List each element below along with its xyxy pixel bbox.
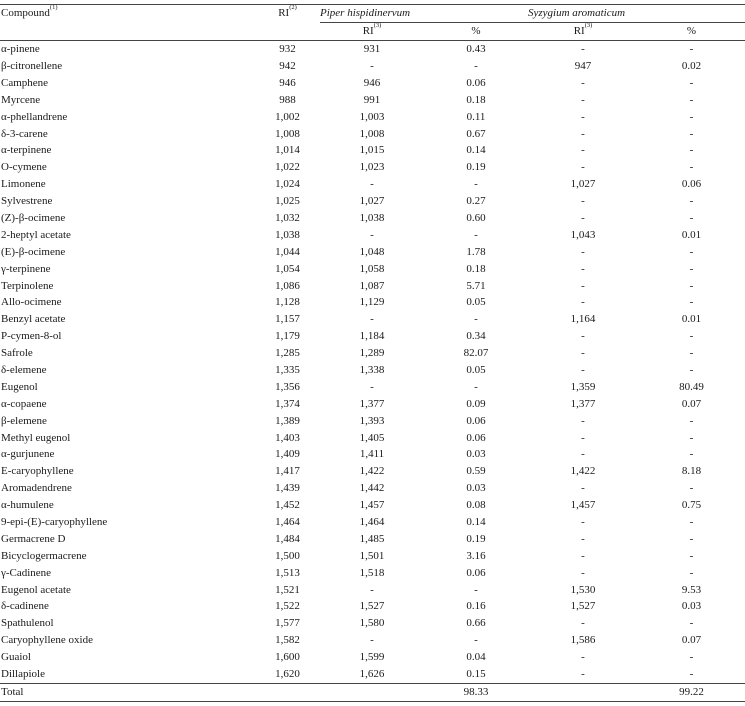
cell-sa-pct: - <box>689 347 694 360</box>
table-row <box>0 666 745 683</box>
cell-ph-pct: 0.06 <box>466 431 486 444</box>
cell-ph-pct: 0.59 <box>466 465 486 478</box>
cell-ri: 1,022 <box>275 161 300 174</box>
cell-ph-pct: 0.06 <box>466 566 486 579</box>
table-row <box>0 396 745 413</box>
cell-ri: 1,335 <box>275 363 300 376</box>
cell-compound: δ-elemene <box>1 363 47 376</box>
cell-ri: 1,389 <box>275 414 300 427</box>
cell-sa-pct: - <box>689 549 694 562</box>
table-row <box>0 41 745 58</box>
cell-ph-ri: 1,015 <box>359 144 385 157</box>
compounds-table <box>0 4 745 702</box>
cell-ph-pct: 0.18 <box>466 93 486 106</box>
table-row <box>0 193 745 210</box>
cell-ph-pct: 0.19 <box>466 532 486 545</box>
cell-compound: P-cymen-8-ol <box>1 330 62 343</box>
cell-sa-ri: - <box>581 431 585 444</box>
cell-compound: Terpinolene <box>1 279 54 292</box>
cell-ri: 1,500 <box>275 549 300 562</box>
cell-sa-pct: 0.01 <box>681 313 702 326</box>
cell-sa-ri: - <box>581 549 585 562</box>
cell-sa-ri: 1,527 <box>570 600 596 613</box>
cell-ph-pct: - <box>474 634 478 647</box>
table-row <box>0 75 745 92</box>
cell-ph-pct: 0.05 <box>466 296 486 309</box>
cell-sa-pct: - <box>689 515 694 528</box>
cell-sa-ri: - <box>581 144 585 157</box>
cell-ph-ri: 1,626 <box>359 668 385 680</box>
cell-sa-pct: - <box>689 651 694 664</box>
cell-sa-pct: - <box>689 617 694 630</box>
cell-ri: 1,403 <box>275 431 300 444</box>
cell-ph-pct: 0.43 <box>466 43 486 56</box>
cell-ri: 988 <box>279 93 296 106</box>
cell-ph-ri: 1,599 <box>359 651 385 664</box>
cell-sa-ri: 1,586 <box>570 634 596 647</box>
cell-ph-pct: 0.66 <box>466 617 486 630</box>
cell-sa-ri: 1,027 <box>570 178 596 191</box>
cell-sa-pct: - <box>689 414 694 427</box>
cell-ph-pct: 0.18 <box>466 262 486 275</box>
cell-ph-pct: 0.19 <box>466 161 486 174</box>
cell-ph-ri: 1,058 <box>359 262 385 275</box>
cell-ri: 1,484 <box>275 532 300 545</box>
cell-compound: γ-Cadinene <box>1 566 52 579</box>
cell-ri: 1,008 <box>275 127 300 140</box>
cell-sa-ri: - <box>581 245 585 258</box>
cell-ph-ri: 1,464 <box>359 515 385 528</box>
cell-sa-pct: - <box>689 482 694 495</box>
cell-compound: Aromadendrene <box>1 482 72 495</box>
cell-ph-pct: 0.03 <box>466 482 486 495</box>
cell-sa-pct: - <box>689 532 694 545</box>
cell-ri: 1,521 <box>275 583 300 596</box>
cell-ph-ri: 1,411 <box>359 448 385 461</box>
cell-sa-ri: - <box>581 195 585 208</box>
cell-ph-pct: 0.27 <box>466 195 486 208</box>
cell-sa-ri: - <box>581 566 585 579</box>
cell-ph-ri: - <box>370 178 374 191</box>
cell-ph-ri: 1,338 <box>359 363 385 376</box>
cell-ph-pct: 0.05 <box>466 363 486 376</box>
cell-ri: 1,044 <box>275 245 300 258</box>
table-row <box>0 480 745 497</box>
cell-ri: 1,024 <box>275 178 300 191</box>
cell-sa-ri: - <box>581 668 585 680</box>
cell-ph-pct: 0.67 <box>466 127 486 140</box>
cell-ph-ri: 1,129 <box>359 296 385 309</box>
cell-ph-ri: 1,527 <box>359 600 385 613</box>
header-group-piper: Piper hispidinervum <box>320 5 528 23</box>
cell-sa-ri: - <box>581 76 585 89</box>
table-row <box>0 210 745 227</box>
cell-ri: 1,128 <box>275 296 300 309</box>
cell-sa-pct: 9.53 <box>681 583 702 596</box>
table-row <box>0 362 745 379</box>
cell-ph-ri: 946 <box>363 76 381 89</box>
cell-ri: 1,014 <box>275 144 300 157</box>
cell-ph-ri: 1,405 <box>359 431 385 444</box>
cell-compound: Limonene <box>1 178 46 191</box>
cell-sa-pct: - <box>689 161 694 174</box>
cell-ph-ri: 931 <box>363 43 381 56</box>
table-row <box>0 142 745 159</box>
cell-ph-ri: - <box>370 380 374 393</box>
table-body <box>0 41 745 684</box>
header-ri: RI$^{(2)}$ <box>255 5 320 23</box>
cell-ph-pct: 0.16 <box>466 600 486 613</box>
cell-sa-ri: - <box>581 161 585 174</box>
cell-sa-ri: - <box>581 330 585 343</box>
cell-sa-ri: - <box>581 211 585 224</box>
cell-ri: 1,513 <box>275 566 300 579</box>
cell-sa-pct: - <box>689 93 694 106</box>
table-row <box>0 294 745 311</box>
cell-ri: 1,038 <box>275 228 300 241</box>
cell-sa-pct: 0.75 <box>681 499 702 512</box>
cell-ph-ri: 1,087 <box>359 279 385 292</box>
table-row <box>0 565 745 582</box>
cell-compound: Bicyclogermacrene <box>1 549 87 562</box>
cell-compound: (E)-β-ocimene <box>1 245 66 258</box>
cell-ph-pct: 0.06 <box>466 76 486 89</box>
cell-compound: α-copaene <box>1 397 47 410</box>
total-label: Total <box>0 683 255 701</box>
cell-sa-ri: - <box>581 363 585 376</box>
cell-ph-ri: 1,184 <box>359 330 385 343</box>
cell-sa-pct: - <box>689 43 694 56</box>
cell-sa-ri: - <box>581 414 585 427</box>
cell-ph-ri: 1,038 <box>359 211 385 224</box>
cell-ri: 942 <box>279 59 296 72</box>
header-compound: Compound$^{(1)}$ <box>0 5 255 23</box>
cell-ph-ri: 1,518 <box>359 566 385 579</box>
cell-ri: 1,157 <box>275 313 300 326</box>
cell-ri: 1,032 <box>275 211 300 224</box>
cell-ph-pct: 0.60 <box>466 211 486 224</box>
cell-sa-pct: - <box>689 448 694 461</box>
table-row <box>0 531 745 548</box>
cell-sa-pct: 0.07 <box>681 634 702 647</box>
cell-compound: α-terpinene <box>1 144 52 157</box>
cell-ph-pct: 0.04 <box>466 651 486 664</box>
cell-ph-ri: 991 <box>363 93 381 106</box>
cell-sa-pct: - <box>689 566 694 579</box>
cell-ri: 1,417 <box>275 465 300 478</box>
table-row <box>0 413 745 430</box>
cell-compound: Eugenol acetate <box>1 583 71 596</box>
cell-sa-ri: - <box>581 617 585 630</box>
cell-ri: 1,356 <box>275 380 300 393</box>
cell-ri: 1,374 <box>275 397 300 410</box>
cell-compound: Eugenol <box>1 380 38 393</box>
cell-sa-ri: - <box>581 262 585 275</box>
table-row <box>0 615 745 632</box>
cell-sa-ri: - <box>581 296 585 309</box>
cell-compound: Benzyl acetate <box>1 313 66 326</box>
table-row <box>0 649 745 666</box>
cell-compound: E-caryophyllene <box>1 465 74 478</box>
cell-sa-pct: - <box>689 279 694 292</box>
cell-ri: 932 <box>279 43 296 56</box>
cell-ph-pct: - <box>474 59 478 72</box>
cell-ph-ri: - <box>370 228 374 241</box>
cell-compound: δ-3-carene <box>1 127 48 140</box>
table-row <box>0 109 745 126</box>
cell-compound: Methyl eugenol <box>1 431 71 444</box>
table-row <box>0 429 745 446</box>
header-sa-pct: % <box>638 23 745 41</box>
cell-sa-pct: - <box>689 127 694 140</box>
cell-compound: β-elemene <box>1 414 47 427</box>
cell-sa-ri: 1,164 <box>570 313 596 326</box>
cell-ph-pct: 0.14 <box>466 515 486 528</box>
table-row <box>0 582 745 599</box>
cell-ri: 1,086 <box>275 279 300 292</box>
cell-compound: Camphene <box>1 76 49 89</box>
cell-sa-ri: - <box>581 532 585 545</box>
cell-ph-ri: - <box>370 583 374 596</box>
cell-ri: 1,452 <box>275 499 300 512</box>
cell-ph-ri: 1,442 <box>359 482 385 495</box>
table-row <box>0 58 745 75</box>
cell-compound: 2-heptyl acetate <box>1 228 71 241</box>
cell-compound: Dillapiole <box>1 668 45 680</box>
cell-compound: γ-terpinene <box>1 262 51 275</box>
cell-compound: α-pinene <box>1 43 40 56</box>
cell-compound: α-phellandrene <box>1 110 68 123</box>
table-row <box>0 345 745 362</box>
cell-ph-pct: - <box>474 583 478 596</box>
cell-sa-pct: 0.02 <box>681 59 702 72</box>
cell-compound: Guaiol <box>1 651 31 664</box>
table-row <box>0 632 745 649</box>
cell-compound: Sylvestrene <box>1 195 53 208</box>
cell-compound: Spathulenol <box>1 617 54 630</box>
cell-sa-pct: 0.01 <box>681 228 702 241</box>
cell-sa-pct: - <box>689 431 694 444</box>
table-row <box>0 514 745 531</box>
cell-sa-pct: - <box>689 262 694 275</box>
cell-sa-pct: 0.06 <box>681 178 702 191</box>
cell-ph-ri: 1,027 <box>359 195 385 208</box>
cell-ri: 946 <box>279 76 296 89</box>
header-sa-ri: RI$^{(3)}$ <box>528 23 638 41</box>
cell-ri: 1,577 <box>275 617 300 630</box>
table-row <box>0 463 745 480</box>
cell-ri: 1,054 <box>275 262 300 275</box>
cell-sa-ri: 1,043 <box>570 228 596 241</box>
cell-compound: O-cymene <box>1 161 47 174</box>
table-row <box>0 227 745 244</box>
cell-sa-ri: - <box>581 127 585 140</box>
cell-ph-ri: 1,008 <box>359 127 385 140</box>
cell-sa-pct: - <box>689 296 694 309</box>
cell-compound: Myrcene <box>1 93 41 106</box>
cell-sa-ri: 1,422 <box>570 465 596 478</box>
cell-compound: α-gurjunene <box>1 448 55 461</box>
cell-sa-ri: - <box>581 93 585 106</box>
cell-ph-ri: - <box>370 59 374 72</box>
cell-compound: Caryophyllene oxide <box>1 634 93 647</box>
cell-ph-pct: 0.34 <box>466 330 486 343</box>
cell-sa-pct: 80.49 <box>679 380 704 393</box>
cell-compound: α-humulene <box>1 499 54 512</box>
cell-ph-ri: 1,289 <box>359 347 385 360</box>
cell-sa-pct: - <box>689 245 694 258</box>
cell-sa-pct: 8.18 <box>681 465 702 478</box>
table-row <box>0 311 745 328</box>
table-row <box>0 125 745 142</box>
table-row <box>0 277 745 294</box>
cell-ph-pct: - <box>474 313 478 326</box>
cell-sa-pct: 0.03 <box>681 600 702 613</box>
cell-ph-ri: - <box>370 634 374 647</box>
cell-ph-pct: 1.78 <box>466 245 486 258</box>
table-row <box>0 497 745 514</box>
table-row <box>0 261 745 278</box>
cell-compound: β-citronellene <box>1 59 63 72</box>
cell-ph-pct: 0.03 <box>466 448 486 461</box>
cell-ph-ri: 1,377 <box>359 397 385 410</box>
cell-ph-pct: 0.14 <box>466 144 486 157</box>
cell-sa-pct: - <box>689 668 694 680</box>
cell-compound: (Z)-β-ocimene <box>1 211 66 224</box>
header-ph-pct: % <box>424 23 528 41</box>
cell-ph-ri: 1,485 <box>359 532 385 545</box>
cell-compound: Allo-ocimene <box>1 296 62 309</box>
header-group-syzygium: Syzygium aromaticum <box>528 5 745 23</box>
total-ph-pct: 98.33 <box>424 683 528 701</box>
cell-sa-pct: - <box>689 110 694 123</box>
cell-sa-pct: - <box>689 330 694 343</box>
cell-sa-pct: - <box>689 363 694 376</box>
cell-ph-ri: 1,048 <box>359 245 385 258</box>
total-row <box>0 683 745 701</box>
table-row <box>0 159 745 176</box>
cell-ph-pct: 0.08 <box>466 499 486 512</box>
table-row <box>0 446 745 463</box>
cell-sa-ri: 1,377 <box>570 397 596 410</box>
total-sa-pct: 99.22 <box>638 683 745 701</box>
header-row-1 <box>0 5 745 23</box>
cell-ph-pct: 0.15 <box>466 668 486 680</box>
cell-sa-ri: - <box>581 651 585 664</box>
cell-compound: Germacrene D <box>1 532 66 545</box>
cell-ph-ri: - <box>370 313 374 326</box>
table-row <box>0 92 745 109</box>
cell-sa-ri: - <box>581 448 585 461</box>
cell-ri: 1,582 <box>275 634 300 647</box>
cell-sa-ri: 1,457 <box>570 499 596 512</box>
cell-ph-pct: 0.06 <box>466 414 486 427</box>
cell-sa-pct: 0.07 <box>681 397 702 410</box>
cell-sa-ri: 1,359 <box>570 380 596 393</box>
table-row <box>0 598 745 615</box>
table-row <box>0 379 745 396</box>
cell-ph-pct: 82.07 <box>463 347 489 360</box>
cell-ph-ri: 1,580 <box>359 617 385 630</box>
cell-ph-ri: 1,393 <box>359 414 385 427</box>
header-row-2 <box>0 23 745 41</box>
cell-sa-ri: 1,530 <box>570 583 596 596</box>
cell-ri: 1,522 <box>275 600 300 613</box>
table-row <box>0 244 745 261</box>
cell-ri: 1,179 <box>275 330 300 343</box>
cell-ph-pct: 5.71 <box>466 279 486 292</box>
cell-sa-ri: - <box>581 482 585 495</box>
cell-ri: 1,285 <box>275 347 300 360</box>
cell-sa-pct: - <box>689 195 694 208</box>
table-row <box>0 328 745 345</box>
cell-ph-pct: 0.09 <box>466 397 486 410</box>
table-row <box>0 548 745 565</box>
cell-ph-ri: 1,003 <box>359 110 385 123</box>
cell-ph-pct: - <box>474 228 478 241</box>
cell-sa-ri: - <box>581 515 585 528</box>
cell-sa-ri: - <box>581 279 585 292</box>
cell-ph-ri: 1,422 <box>359 465 385 478</box>
cell-ri: 1,620 <box>275 668 300 680</box>
cell-ri: 1,439 <box>275 482 300 495</box>
cell-sa-ri: - <box>581 347 585 360</box>
cell-ph-ri: 1,457 <box>359 499 385 512</box>
cell-compound: Safrole <box>1 347 33 360</box>
cell-sa-pct: - <box>689 144 694 157</box>
cell-ph-pct: - <box>474 380 478 393</box>
cell-sa-pct: - <box>689 76 694 89</box>
cell-ri: 1,600 <box>275 651 300 664</box>
cell-ph-ri: 1,501 <box>359 549 385 562</box>
cell-ri: 1,002 <box>275 110 300 123</box>
cell-ri: 1,409 <box>275 448 300 461</box>
header-ph-ri: RI$^{(3)}$ <box>320 23 424 41</box>
cell-compound: δ-cadinene <box>1 600 49 613</box>
cell-ri: 1,025 <box>275 195 300 208</box>
cell-compound: 9-epi-(E)-caryophyllene <box>1 515 108 528</box>
cell-sa-ri: - <box>581 110 585 123</box>
cell-ph-pct: 3.16 <box>466 549 486 562</box>
cell-sa-pct: - <box>689 211 694 224</box>
cell-ph-pct: - <box>474 178 478 191</box>
cell-sa-ri: - <box>581 43 585 56</box>
cell-ph-ri: 1,023 <box>359 161 385 174</box>
table-row <box>0 176 745 193</box>
cell-ph-pct: 0.11 <box>466 110 486 123</box>
cell-sa-ri: 947 <box>574 59 592 72</box>
cell-ri: 1,464 <box>275 515 300 528</box>
